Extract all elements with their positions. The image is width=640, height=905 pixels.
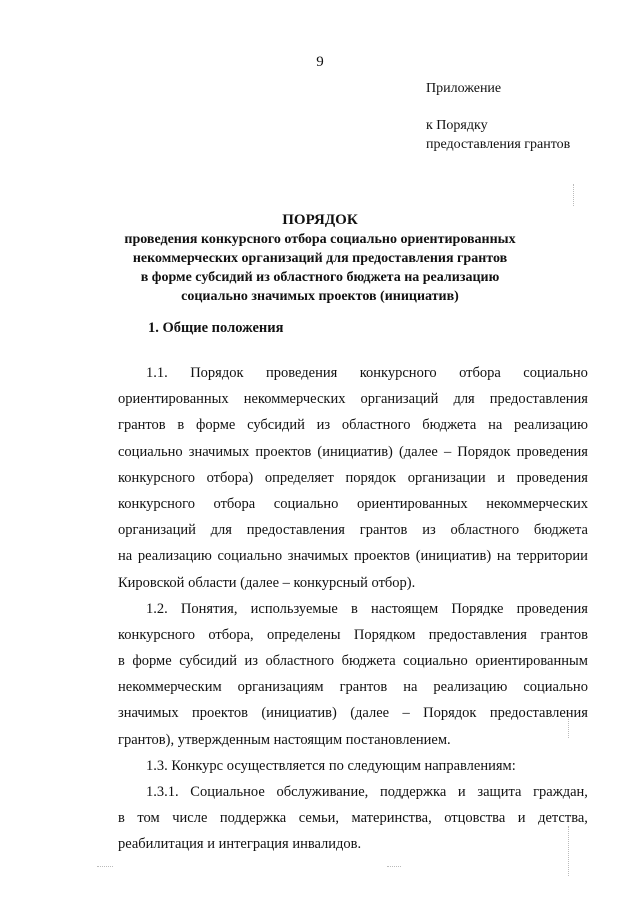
word: на bbox=[496, 548, 512, 565]
word: форме bbox=[132, 653, 172, 670]
word: Порядке bbox=[451, 600, 504, 617]
word: организациям bbox=[237, 679, 324, 696]
text-line bbox=[118, 465, 588, 491]
word: (далее bbox=[350, 705, 390, 722]
word: 1.3. Конкурс осуществляется по следующим направлениям: bbox=[146, 757, 516, 774]
word: отбора bbox=[213, 495, 256, 512]
title-line: некоммерческих организаций для предоставления грантов bbox=[132, 251, 508, 266]
word: субсидий bbox=[247, 417, 305, 434]
word: настоящем bbox=[370, 600, 439, 617]
title-line: социально значимых проектов (инициатив) bbox=[181, 289, 459, 304]
word: социально bbox=[118, 443, 183, 460]
word: конкурсного bbox=[118, 469, 195, 486]
section-heading: 1. Общие положения bbox=[148, 320, 284, 336]
appendix-reference-continued: предоставления грантов bbox=[426, 137, 571, 152]
text-line bbox=[118, 412, 588, 438]
word: проектов bbox=[255, 443, 312, 460]
word: значимых bbox=[118, 705, 179, 722]
word: предоставления bbox=[428, 626, 527, 643]
word: территории bbox=[516, 548, 588, 565]
word: проектов bbox=[354, 548, 411, 565]
body-text bbox=[118, 360, 588, 858]
word: числе bbox=[172, 810, 208, 827]
word: ориентированных bbox=[118, 391, 229, 408]
word: граждан, bbox=[533, 784, 588, 800]
word: Понятия, bbox=[180, 600, 238, 617]
word: определены bbox=[267, 626, 341, 643]
word: на bbox=[118, 548, 133, 565]
word: реализацию bbox=[137, 548, 212, 565]
word: отбора, bbox=[208, 626, 254, 643]
text-line bbox=[118, 570, 588, 596]
word: субсидий bbox=[179, 653, 237, 670]
appendix-header bbox=[426, 79, 570, 154]
text-line bbox=[118, 491, 588, 517]
scan-artifact bbox=[97, 866, 113, 867]
word: ориентированных bbox=[357, 495, 468, 512]
word: 1.2. bbox=[146, 600, 168, 617]
text-line bbox=[118, 805, 588, 831]
word: Порядок bbox=[457, 443, 511, 460]
word: отцовства bbox=[444, 810, 506, 827]
word: социально bbox=[403, 653, 468, 670]
word: том bbox=[137, 810, 160, 827]
word: для bbox=[210, 522, 232, 539]
word: в bbox=[118, 653, 125, 670]
title-line: в форме субсидий из областного бюджета на реализацию bbox=[140, 270, 500, 285]
text-line bbox=[118, 596, 588, 622]
word: грантов bbox=[540, 626, 588, 643]
word: в bbox=[350, 600, 358, 617]
title-main: ПОРЯДОК bbox=[282, 212, 358, 228]
text-line bbox=[118, 517, 588, 543]
word: отбора) bbox=[206, 469, 254, 486]
text-line bbox=[118, 779, 588, 805]
text-line bbox=[118, 360, 588, 386]
word: Кировской области (далее – конкурсный отбор). bbox=[118, 574, 416, 591]
word: конкурсного bbox=[359, 365, 437, 381]
text-line bbox=[118, 622, 588, 648]
text-line bbox=[118, 700, 588, 726]
word: (инициатив) bbox=[415, 548, 492, 565]
word: социально bbox=[273, 495, 339, 512]
document-title bbox=[60, 211, 580, 306]
word: в bbox=[118, 810, 125, 827]
word: 1.3.1. bbox=[146, 784, 179, 800]
word: предоставления bbox=[489, 391, 588, 408]
word: на bbox=[488, 417, 503, 434]
word: Социальное bbox=[190, 784, 265, 800]
word: проектов bbox=[191, 705, 248, 722]
word: ориентированным bbox=[475, 653, 588, 670]
word: из bbox=[244, 653, 258, 670]
word: некоммерческих bbox=[243, 391, 346, 408]
word: некоммерческим bbox=[118, 679, 222, 696]
word: областного bbox=[265, 653, 335, 670]
word: грантов bbox=[339, 679, 388, 696]
word: из bbox=[422, 522, 436, 539]
word: социально bbox=[523, 679, 588, 696]
word: – bbox=[443, 443, 452, 460]
word: Порядок bbox=[190, 365, 244, 381]
word: и bbox=[517, 810, 526, 827]
appendix-label: Приложение bbox=[426, 81, 502, 96]
word: (инициатив) bbox=[261, 705, 337, 722]
text-line bbox=[118, 674, 588, 700]
word: значимых bbox=[188, 443, 250, 460]
appendix-reference: к Порядку bbox=[426, 118, 488, 133]
word: – bbox=[402, 705, 410, 722]
word: бюджета bbox=[422, 417, 477, 434]
word: организаций bbox=[360, 391, 439, 408]
word: в bbox=[177, 417, 185, 434]
word: Порядком bbox=[353, 626, 416, 643]
word: форме bbox=[196, 417, 236, 434]
word: семьи, bbox=[298, 810, 339, 827]
text-line bbox=[118, 648, 588, 674]
word: 1.1. bbox=[146, 365, 168, 381]
text-line bbox=[118, 831, 588, 857]
word: на bbox=[403, 679, 418, 696]
scan-artifact bbox=[573, 184, 574, 206]
word: значимых bbox=[287, 548, 349, 565]
word: реабилитация и интеграция инвалидов. bbox=[118, 836, 362, 853]
word: проведения bbox=[265, 365, 338, 381]
word: организаций bbox=[118, 522, 196, 539]
word: предоставления bbox=[489, 705, 588, 722]
scan-artifact bbox=[568, 712, 569, 738]
scan-artifact bbox=[387, 866, 401, 867]
word: поддержка bbox=[379, 784, 447, 800]
word: для bbox=[453, 391, 475, 408]
word: из bbox=[316, 417, 331, 434]
word: предоставления bbox=[246, 522, 345, 539]
word: материнства, bbox=[351, 810, 432, 827]
page-number: 9 bbox=[316, 54, 324, 70]
word: детства, bbox=[538, 810, 588, 827]
word: бюджета bbox=[533, 522, 588, 539]
word: проведения bbox=[516, 600, 588, 617]
word: порядок bbox=[345, 469, 397, 486]
word: реализацию bbox=[514, 417, 588, 434]
word: конкурсного bbox=[118, 626, 195, 643]
word: Порядок bbox=[423, 705, 477, 722]
word: определяет bbox=[264, 469, 334, 486]
word: обслуживание, bbox=[276, 784, 369, 800]
word: проведения bbox=[516, 443, 588, 460]
word: проведения bbox=[516, 469, 588, 486]
text-line bbox=[118, 727, 588, 753]
scan-artifact bbox=[568, 826, 569, 876]
word: реализацию bbox=[433, 679, 508, 696]
word: грантов bbox=[118, 417, 166, 434]
word: грантов), утвержденным настоящим постановлением. bbox=[118, 731, 451, 748]
word: и bbox=[497, 469, 506, 486]
word: бюджета bbox=[341, 653, 396, 670]
word: областного bbox=[341, 417, 411, 434]
word: некоммерческих bbox=[486, 495, 588, 512]
word: грантов bbox=[359, 522, 408, 539]
word: защита bbox=[477, 784, 522, 800]
word: областного bbox=[450, 522, 520, 539]
text-line bbox=[118, 543, 588, 569]
text-line bbox=[118, 386, 588, 412]
word: (инициатив) bbox=[317, 443, 393, 460]
title-line: проведения конкурсного отбора социально ориентированных bbox=[124, 232, 516, 247]
text-line bbox=[118, 439, 588, 465]
text-line bbox=[118, 753, 588, 779]
word: поддержка bbox=[219, 810, 287, 827]
word: организации bbox=[407, 469, 486, 486]
word: отбора bbox=[459, 365, 501, 381]
word: социально bbox=[217, 548, 283, 565]
word: (далее bbox=[398, 443, 438, 460]
word: социально bbox=[523, 365, 588, 381]
word: конкурсного bbox=[118, 495, 195, 512]
word: и bbox=[457, 784, 466, 800]
word: используемые bbox=[250, 600, 338, 617]
